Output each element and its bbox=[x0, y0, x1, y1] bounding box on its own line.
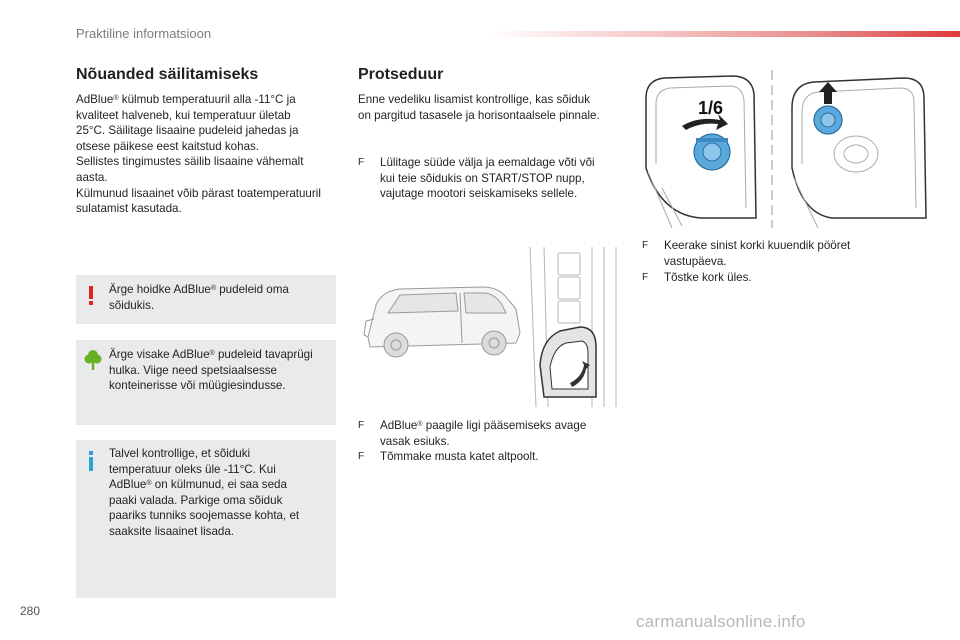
text-line: sõidukis. bbox=[109, 298, 155, 312]
bullet-mark: F bbox=[358, 420, 365, 431]
text-line: sulatamist kasutada. bbox=[76, 202, 182, 216]
cap-label: 1/6 bbox=[698, 98, 724, 118]
registered-mark: ® bbox=[113, 95, 119, 102]
text-line: Külmunud lisaainet võib pärast toatemperatuuril bbox=[76, 186, 321, 200]
text-line: hulka. Viige need spetsiaalsesse bbox=[109, 363, 278, 377]
text-line: Talvel kontrollige, et sõiduki bbox=[109, 447, 251, 460]
step-ignition bbox=[358, 155, 628, 202]
info-icon bbox=[84, 450, 98, 472]
van-door-illustration bbox=[360, 247, 620, 407]
registered-mark: ® bbox=[209, 350, 215, 357]
text-line: Ärge hoidke AdBlue® pudeleid oma bbox=[109, 283, 289, 296]
warning-text bbox=[109, 282, 289, 313]
text-line: vasak esiuks. bbox=[380, 434, 450, 448]
header-gradient-bar bbox=[488, 31, 960, 37]
storage-paragraph bbox=[76, 92, 346, 217]
tree-icon bbox=[84, 348, 102, 372]
bullet-mark: F bbox=[358, 451, 365, 462]
text-line: on pargitud tasasele ja horisontaalsele pinnale. bbox=[358, 108, 600, 122]
text-line: kvaliteet halveneb, kui temperatuur ületab bbox=[76, 108, 291, 122]
text-line: 25°C. Säilitage lisaaine pudeleid jahedas ja bbox=[76, 124, 299, 138]
storage-heading: Nõuanded säilitamiseks bbox=[76, 66, 259, 83]
text-line: Enne vedeliku lisamist kontrollige, kas sõiduk bbox=[358, 93, 590, 106]
text-line: Ärge visake AdBlue® pudeleid tavaprügi bbox=[109, 348, 313, 361]
bullet-mark: F bbox=[358, 157, 365, 168]
text-line: AdBlue® paagile ligi pääsemiseks avage bbox=[380, 419, 587, 432]
registered-mark: ® bbox=[210, 285, 217, 292]
step-turn-cap bbox=[642, 238, 912, 269]
step-open-door bbox=[358, 418, 628, 449]
text-line: Lülitage süüde välja ja eemaldage võti või bbox=[380, 156, 595, 169]
step-lift-cap bbox=[642, 270, 912, 286]
text-line: otsese päikese eest kaitstud kohas. bbox=[76, 139, 260, 153]
text-line: aasta. bbox=[76, 170, 108, 184]
warning-box bbox=[76, 275, 336, 324]
text-line: vajutage mootori seiskamiseks sellele. bbox=[380, 187, 578, 201]
registered-mark: ® bbox=[146, 480, 152, 488]
text-line: AdBlue® on külmunud, ei saa seda bbox=[109, 478, 287, 492]
text-line: saaksite lisaainet lisada. bbox=[109, 524, 235, 538]
procedure-intro bbox=[358, 92, 628, 123]
registered-mark: ® bbox=[417, 421, 423, 428]
text-line: temperatuur oleks üle -11°C. Kui bbox=[109, 462, 276, 476]
section-title: Praktiline informatsioon bbox=[76, 26, 212, 41]
text-line: kui teie sõidukis on START/STOP nupp, bbox=[380, 171, 585, 185]
page-number: 280 bbox=[20, 604, 41, 618]
text-line: paaki valada. Parkige oma sõiduk bbox=[109, 493, 283, 507]
text-line: Tõmmake musta katet altpoolt. bbox=[380, 450, 539, 463]
eco-text bbox=[109, 347, 313, 394]
text-line: Keerake sinist korki kuuendik pööret bbox=[664, 239, 851, 252]
bullet-mark: F bbox=[642, 240, 649, 251]
watermark-link[interactable]: carmanualsonline.info bbox=[636, 612, 806, 631]
text-line: konteinerisse või müügiesindusse. bbox=[109, 379, 286, 393]
text-line: AdBlue® külmub temperatuuril alla -11°C ja bbox=[76, 93, 296, 106]
text-line: Tõstke kork üles. bbox=[664, 271, 752, 284]
text-line: vastupäeva. bbox=[664, 254, 727, 268]
info-box bbox=[76, 440, 336, 598]
text-line: paariks tunniks soojemasse kohta, et bbox=[109, 509, 300, 523]
text-line: Sellistes tingimustes säilib lisaaine vähemalt bbox=[76, 155, 304, 169]
step-pull-cover bbox=[358, 449, 628, 465]
info-text bbox=[109, 446, 299, 540]
procedure-heading: Protseduur bbox=[358, 66, 444, 83]
exclamation-icon bbox=[84, 285, 98, 307]
cap-illustration bbox=[642, 68, 932, 230]
bullet-mark: F bbox=[642, 272, 649, 283]
eco-box bbox=[76, 340, 336, 425]
